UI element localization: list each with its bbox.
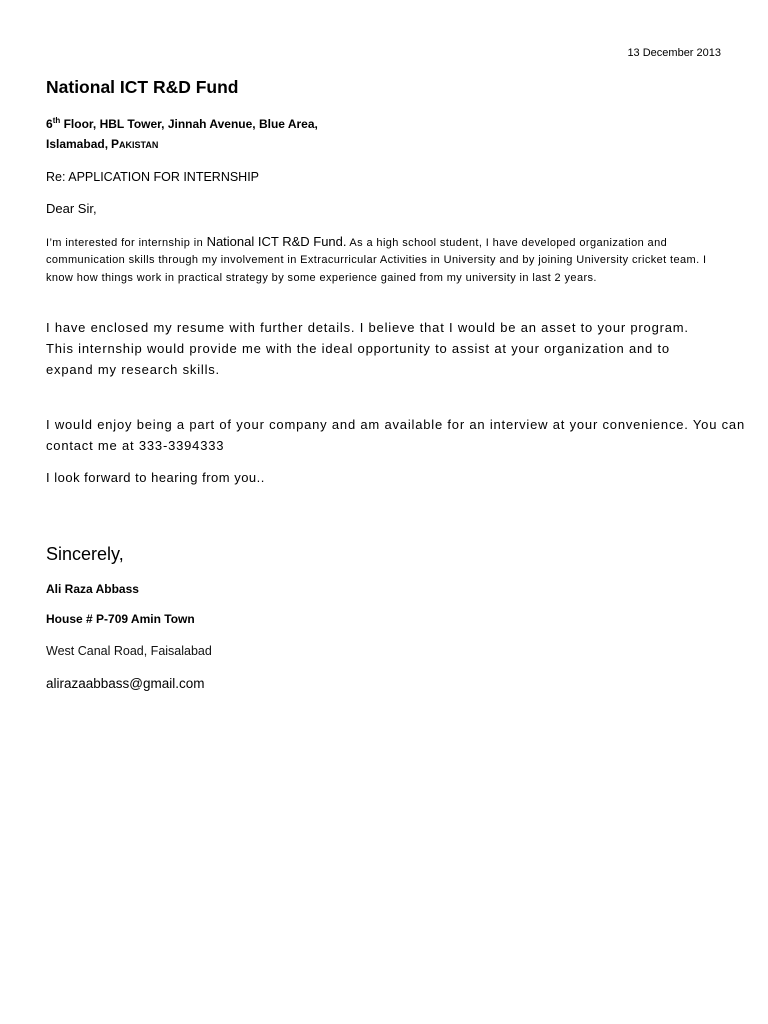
sender-email: alirazaabbass@gmail.com: [46, 676, 205, 691]
paragraph1-line1-rest: As a high school student, I have developed organization and: [349, 237, 668, 249]
letter-date: 13 December 2013: [627, 47, 721, 59]
address-floor-number: 6: [46, 117, 53, 131]
paragraph2-line1: I have enclosed my resume with further details. I believe that I would be an asset to your program.: [46, 320, 689, 335]
address-street: Floor, HBL Tower, Jinnah Avenue, Blue Area,: [63, 117, 318, 131]
paragraph3-line2: contact me at 333-3394333: [46, 438, 225, 453]
paragraph2-line3: expand my research skills.: [46, 362, 220, 377]
address-country: PAKISTAN: [111, 137, 159, 151]
subject-prefix: Re:: [46, 170, 66, 184]
sender-address-line2: West Canal Road, Faisalabad: [46, 644, 212, 658]
salutation: Dear Sir,: [46, 201, 97, 216]
paragraph1-line1-intro: I’m interested for internship in: [46, 237, 204, 249]
closing-line: I look forward to hearing from you..: [46, 470, 265, 485]
subject-line: [46, 169, 259, 185]
recipient-address-line1: [46, 116, 318, 132]
sender-name: Ali Raza Abbass: [46, 582, 139, 596]
recipient-organization: National ICT R&D Fund: [46, 77, 239, 97]
sign-off: Sincerely,: [46, 544, 124, 564]
paragraph1-line3: know how things work in practical strategy by some experience gained from my university in last 2 years.: [46, 272, 597, 284]
paragraph3-line1: I would enjoy being a part of your company and am available for an interview at your convenience. You can: [46, 417, 745, 432]
sender-address-line1: House # P-709 Amin Town: [46, 612, 195, 626]
address-floor-ordinal: th: [52, 116, 61, 125]
paragraph1-line1: [46, 234, 667, 251]
address-city: Islamabad,: [46, 137, 109, 151]
paragraph1-line2: communication skills through my involvement in Extracurricular Activities in University and by joining University cricket team. I: [46, 254, 707, 266]
paragraph1-organization-emphasis: National ICT R&D Fund.: [206, 234, 347, 249]
paragraph2-line2: This internship would provide me with the ideal opportunity to assist at your organization and to: [46, 341, 670, 356]
recipient-address-line2: [46, 136, 158, 153]
subject-text: APPLICATION FOR INTERNSHIP: [68, 170, 260, 184]
